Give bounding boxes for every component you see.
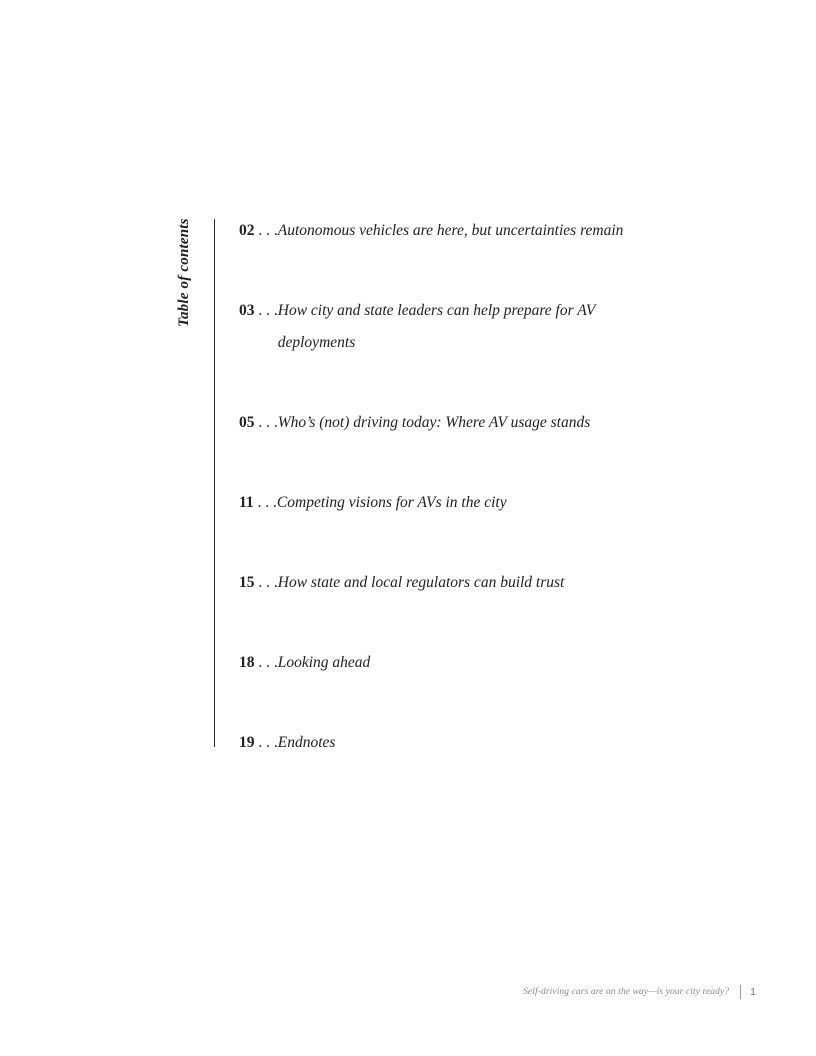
toc-entry-leader: . . .	[254, 734, 278, 751]
toc-entry-page: 11	[239, 494, 254, 511]
toc-entry-competing-visions[interactable]	[239, 487, 659, 519]
toc-entry-page: 05	[239, 414, 255, 431]
toc-entry-looking-ahead[interactable]	[239, 647, 659, 679]
toc-entry-title[interactable]: Who’s (not) driving today: Where AV usage stands	[277, 414, 591, 431]
toc-vertical-rule	[214, 219, 215, 747]
toc-entry-page: 02	[239, 222, 255, 239]
toc-entry-leader: . . .	[254, 654, 278, 671]
toc-entry-page: 18	[239, 654, 255, 671]
toc-entry-page: 15	[239, 574, 255, 591]
footer-divider	[740, 985, 741, 999]
toc-entry-leader: . . .	[253, 494, 277, 511]
toc-entry-autonomous-vehicles[interactable]	[239, 215, 659, 247]
toc-entry-title[interactable]: Competing visions for AVs in the city	[276, 494, 507, 511]
footer-page-number: 1	[750, 986, 756, 998]
footer-running-title: Self-driving cars are on the way—is your city ready?	[523, 987, 730, 997]
toc-entry-leader: . . .	[254, 222, 278, 239]
toc-heading: Table of contents	[176, 218, 192, 327]
toc-entry-page: 19	[239, 734, 255, 751]
toc-entry-city-state-leaders[interactable]	[239, 295, 617, 359]
page-footer	[523, 984, 756, 1000]
toc-entry-title[interactable]: Endnotes	[277, 734, 336, 751]
toc-entry-build-trust[interactable]	[239, 567, 659, 599]
toc-entry-whos-driving[interactable]	[239, 407, 659, 439]
toc-entry-title[interactable]: Autonomous vehicles are here, but uncertainties remain	[277, 222, 624, 239]
toc-entry-leader: . . .	[254, 574, 278, 591]
toc-entry-page: 03	[239, 302, 255, 319]
toc-entry-title[interactable]: Looking ahead	[277, 654, 371, 671]
toc-entry-leader: . . .	[254, 414, 278, 431]
toc-entry-leader: . . .	[254, 302, 278, 319]
toc-entry-title[interactable]: How city and state leaders can help prepare for AV deployments	[277, 302, 596, 351]
toc-entry-title[interactable]: How state and local regulators can build trust	[277, 574, 565, 591]
toc-entry-endnotes[interactable]	[239, 727, 659, 759]
